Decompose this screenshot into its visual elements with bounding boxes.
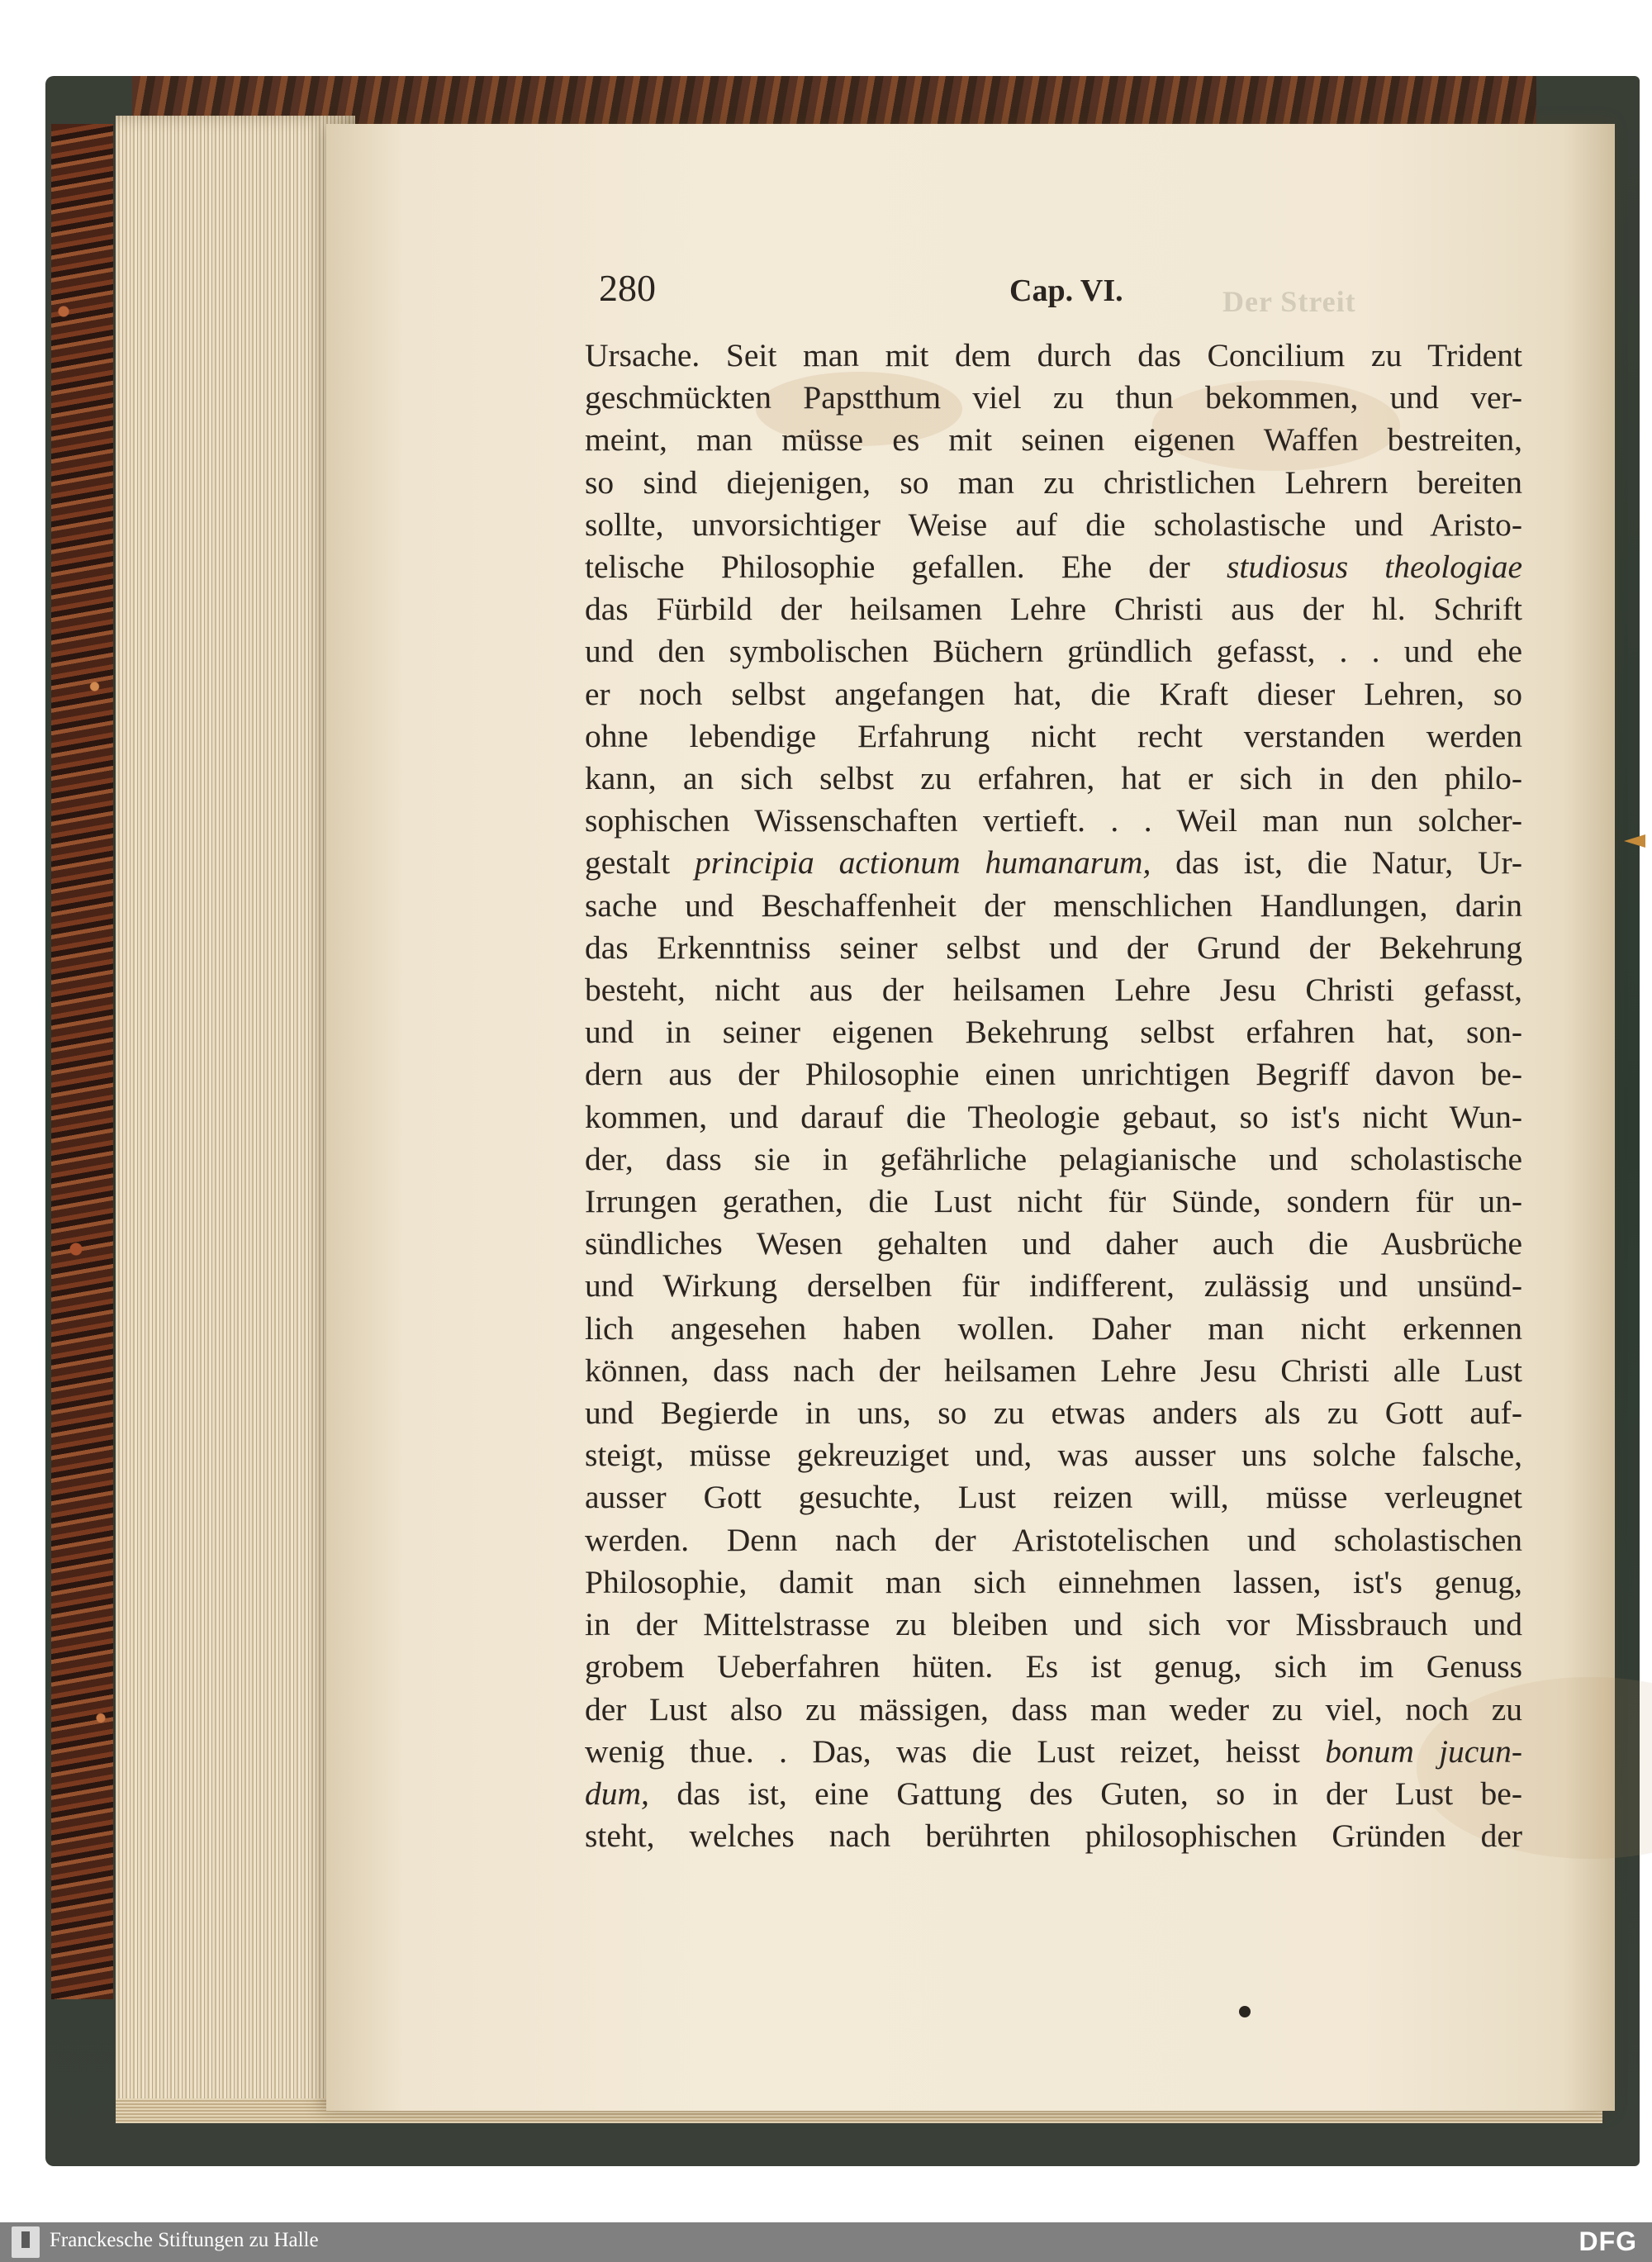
text-segment: das Fürbild der heilsamen Lehre Christi aus der hl. Schrift	[585, 591, 1522, 628]
text-line	[585, 673, 1522, 715]
text-segment: in der Mittelstrasse zu bleiben und sich vor Missbrauch und	[585, 1606, 1522, 1643]
text-line	[585, 842, 1522, 884]
text-segment: und Wirkung derselben für indifferent, zulässig und unsünd-	[585, 1267, 1522, 1304]
text-segment: und in seiner eigenen Bekehrung selbst erfahren hat, son-	[585, 1014, 1522, 1051]
text-line	[585, 758, 1522, 800]
text-line	[585, 1181, 1522, 1223]
italic-phrase: dum,	[585, 1775, 649, 1812]
text-segment: steigt, müsse gekreuziget und, was ausser uns solche falsche,	[585, 1437, 1522, 1474]
text-segment: sophischen Wissenschaften vertieft. . . Weil man nun solcher-	[585, 802, 1522, 839]
text-segment: und Begierde in uns, so zu etwas anders als zu Gott auf-	[585, 1395, 1522, 1432]
text-segment: der Lust also zu mässigen, dass man weder zu viel, noch zu	[585, 1690, 1522, 1727]
text-line	[585, 588, 1522, 630]
text-line	[585, 885, 1522, 927]
running-head: Cap. VI.	[1009, 273, 1123, 308]
text-segment: telische Philosophie gefallen. Ehe der	[585, 549, 1227, 586]
text-line	[585, 1604, 1522, 1646]
text-line	[585, 1646, 1522, 1688]
marbled-cover-edge	[51, 124, 113, 1999]
text-segment: das ist, eine Gattung des Guten, so in der Lust be-	[648, 1775, 1522, 1812]
bookmark-tab	[1624, 834, 1645, 848]
text-segment: kommen, und darauf die Theologie gebaut, so ist's nicht Wun-	[585, 1098, 1522, 1135]
text-segment: meint, man müsse es mit seinen eigenen Waffen bestreiten,	[585, 421, 1522, 459]
text-segment: Philosophie, damit man sich einnehmen lassen, ist's genug,	[585, 1563, 1522, 1600]
funder-logo: DFG	[1578, 2226, 1637, 2256]
text-segment: lich angesehen haben wollen. Daher man nicht erkennen	[585, 1309, 1522, 1347]
text-segment: ohne lebendige Erfahrung nicht recht verstanden werden	[585, 717, 1522, 754]
institution-logo-icon	[12, 2226, 40, 2258]
text-segment: gestalt	[585, 844, 695, 882]
text-segment: geschmückten Papstthum viel zu thun bekommen, und ver-	[585, 379, 1522, 416]
text-line	[585, 927, 1522, 969]
text-line	[585, 1223, 1522, 1265]
text-segment: sache und Beschaffenheit der menschlichen Handlungen, darin	[585, 886, 1522, 924]
text-segment: das ist, die Natur, Ur-	[1151, 844, 1522, 882]
text-line	[585, 546, 1522, 588]
institution-label: Franckesche Stiftungen zu Halle	[50, 2229, 319, 2251]
text-segment: steht, welches nach berührten philosophischen Gründen der	[585, 1818, 1522, 1855]
text-segment: ausser Gott gesuchte, Lust reizen will, müsse verleugnet	[585, 1479, 1522, 1516]
text-line	[585, 1689, 1522, 1731]
text-line	[585, 1350, 1522, 1392]
text-segment: Ursache. Seit man mit dem durch das Concilium zu Trident	[585, 337, 1522, 373]
page-number: 280	[599, 267, 656, 309]
text-line	[585, 1265, 1522, 1307]
italic-phrase: studiosus theologiae	[1227, 549, 1522, 586]
text-line	[585, 1096, 1522, 1138]
text-segment: dern aus der Philosophie einen unrichtigen Begriff davon be-	[585, 1056, 1522, 1093]
text-line	[585, 1773, 1522, 1815]
text-segment: er noch selbst angefangen hat, die Kraft dieser Lehren, so	[585, 675, 1522, 712]
text-line	[585, 1476, 1522, 1518]
text-segment: werden. Denn nach der Aristotelischen und scholastischen	[585, 1521, 1522, 1558]
text-line	[585, 1731, 1522, 1773]
text-line	[585, 630, 1522, 672]
text-line	[585, 1519, 1522, 1561]
text-line	[585, 377, 1522, 419]
text-line	[585, 1434, 1522, 1476]
text-segment: wenig thue. . Das, was die Lust reizet, heisst	[585, 1732, 1326, 1770]
footer-bar	[0, 2222, 1652, 2262]
text-line	[585, 1561, 1522, 1604]
show-through-header: Der Streit	[1222, 285, 1356, 318]
italic-phrase: bonum jucun-	[1325, 1732, 1522, 1770]
text-segment: der, dass sie in gefährliche pelagianische und scholastische	[585, 1140, 1522, 1177]
text-line	[585, 462, 1522, 504]
text-line	[585, 1053, 1522, 1095]
text-line	[585, 419, 1522, 461]
text-line	[585, 504, 1522, 546]
page-edges	[116, 116, 355, 2115]
ink-dot	[1239, 2006, 1251, 2017]
text-segment: grobem Ueberfahren hüten. Es ist genug, sich im Genuss	[585, 1648, 1522, 1685]
italic-phrase: principia actionum humanarum,	[694, 844, 1151, 882]
body-text	[585, 335, 1522, 1857]
text-line	[585, 1392, 1522, 1434]
text-line	[585, 715, 1522, 758]
text-line	[585, 800, 1522, 842]
text-segment: so sind diejenigen, so man zu christlichen Lehrern bereiten	[585, 463, 1522, 501]
text-segment: Irrungen gerathen, die Lust nicht für Sünde, sondern für un-	[585, 1183, 1522, 1220]
text-line	[585, 1011, 1522, 1053]
text-line	[585, 1138, 1522, 1181]
text-segment: sollte, unvorsichtiger Weise auf die scholastische und Aristo-	[585, 506, 1522, 543]
text-line	[585, 1308, 1522, 1350]
text-segment: und den symbolischen Büchern gründlich gefasst, . . und ehe	[585, 633, 1522, 670]
text-line	[585, 1815, 1522, 1857]
text-line	[585, 969, 1522, 1011]
text-segment: besteht, nicht aus der heilsamen Lehre Jesu Christi gefasst,	[585, 972, 1522, 1009]
text-segment: sündliches Wesen gehalten und daher auch die Ausbrüche	[585, 1225, 1522, 1262]
text-segment: können, dass nach der heilsamen Lehre Jesu Christi alle Lust	[585, 1352, 1522, 1389]
text-segment: kann, an sich selbst zu erfahren, hat er sich in den philo-	[585, 760, 1522, 797]
text-segment: das Erkenntniss seiner selbst und der Grund der Bekehrung	[585, 929, 1522, 966]
text-line	[585, 335, 1522, 377]
